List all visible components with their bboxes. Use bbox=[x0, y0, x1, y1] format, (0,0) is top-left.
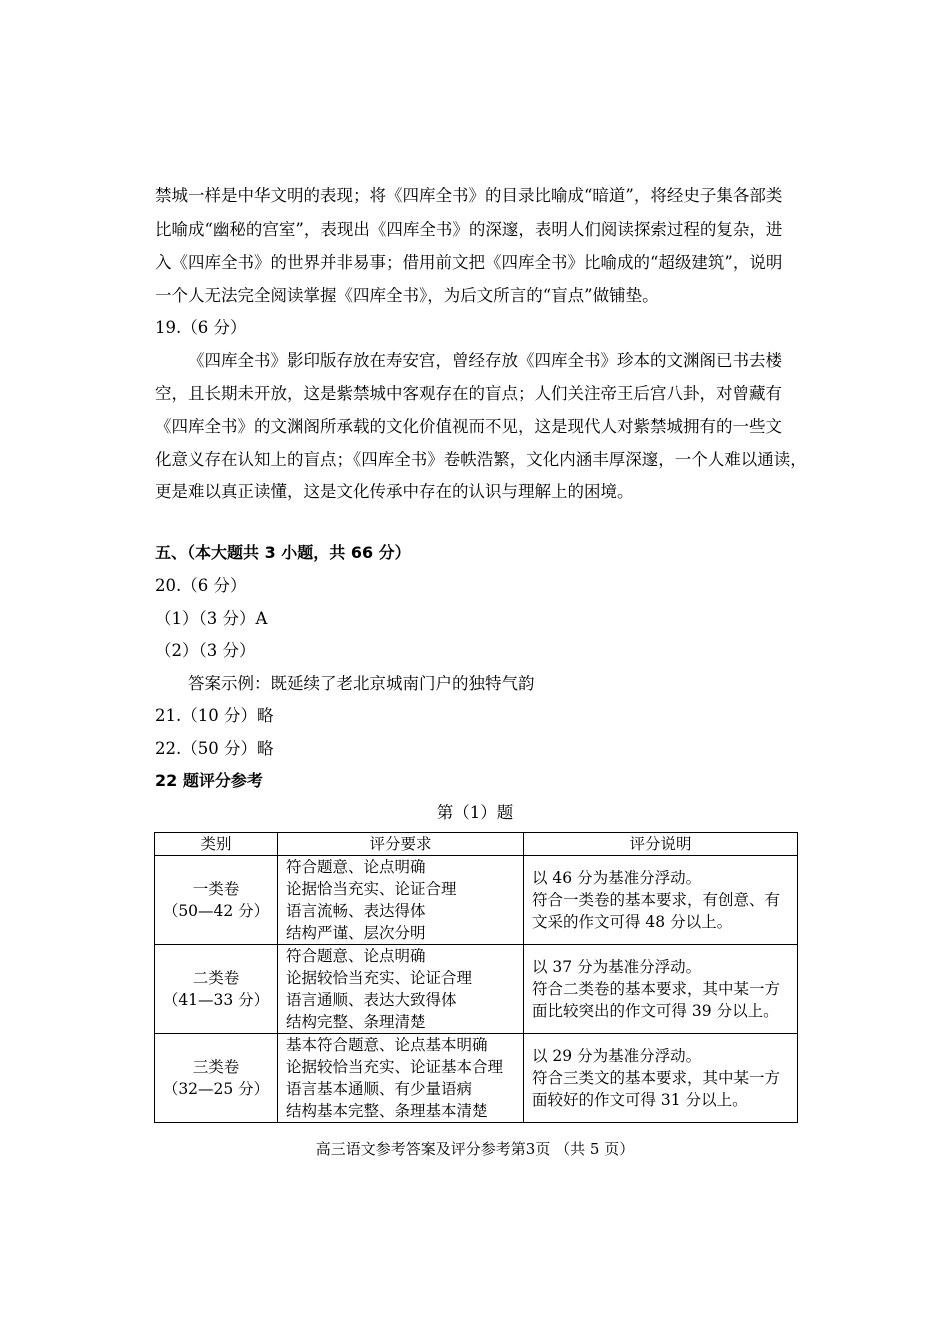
note-item: 面较好的作文可得 31 分以上。 bbox=[532, 1091, 748, 1109]
note-item: 符合三类文的基本要求，其中某一方 bbox=[532, 1069, 781, 1087]
q19-line-1: 《四库全书》影印版存放在寿安宫，曾经存放《四库全书》珍本的文渊阁已书去楼 bbox=[188, 351, 782, 370]
scoring-table bbox=[154, 832, 798, 1123]
category-range: （41—33 分） bbox=[162, 991, 270, 1009]
requirement-item: 符合题意、论点明确 bbox=[286, 858, 426, 876]
category-name: 三类卷 bbox=[192, 1058, 240, 1076]
q21-heading: 21.（10 分）略 bbox=[155, 706, 274, 725]
q19-line-5: 更是难以真正读懂，这是文化传承中存在的认识与理解上的困境。 bbox=[155, 482, 634, 501]
requirements-cell bbox=[278, 1034, 524, 1123]
scoring-title: 22 题评分参考 bbox=[155, 771, 263, 790]
requirement-item: 语言流畅、表达得体 bbox=[286, 902, 426, 920]
q19-line-3: 《四库全书》的文渊阁所承载的文化价值视而不见，这是现代人对紫禁城拥有的一些文 bbox=[155, 417, 782, 436]
requirement-item: 结构基本完整、条理基本清楚 bbox=[286, 1102, 488, 1120]
requirements-cell bbox=[278, 945, 524, 1034]
category-range: （32—25 分） bbox=[162, 1080, 270, 1098]
note-item: 文采的作文可得 48 分以上。 bbox=[532, 913, 733, 931]
table-row bbox=[155, 945, 798, 1034]
notes-cell bbox=[524, 856, 798, 945]
category-cell bbox=[155, 856, 278, 945]
q20-part2-answer: 答案示例：既延续了老北京城南门户的独特气韵 bbox=[188, 674, 535, 693]
q19-line-4: 化意义存在认知上的盲点；《四库全书》卷帙浩繁，文化内涵丰厚深邃，一个人难以通读， bbox=[155, 450, 807, 469]
table-header-row bbox=[155, 833, 798, 856]
section5-heading: 五、（本大题共 3 小题，共 66 分） bbox=[155, 543, 411, 562]
table-row bbox=[155, 856, 798, 945]
requirement-item: 结构完整、条理清楚 bbox=[286, 1013, 426, 1031]
notes-cell bbox=[524, 945, 798, 1034]
note-item: 面比较突出的作文可得 39 分以上。 bbox=[532, 1002, 779, 1020]
note-item: 以 46 分为基准分浮动。 bbox=[532, 869, 702, 887]
requirement-item: 基本符合题意、论点基本明确 bbox=[286, 1036, 488, 1054]
header-requirements: 评分要求 bbox=[278, 833, 524, 856]
note-item: 以 37 分为基准分浮动。 bbox=[532, 958, 702, 976]
q20-part1: （1）（3 分）A bbox=[155, 609, 268, 628]
note-item: 符合一类卷的基本要求，有创意、有 bbox=[532, 891, 781, 909]
q22-heading: 22.（50 分）略 bbox=[155, 739, 274, 758]
category-name: 二类卷 bbox=[192, 969, 240, 987]
answer18-line-4: 一个人无法完全阅读掌握《四库全书》，为后文所言的“盲点”做铺垫。 bbox=[155, 286, 659, 305]
q19-heading: 19.（6 分） bbox=[155, 318, 247, 337]
requirements-cell bbox=[278, 856, 524, 945]
table-caption: 第（1）题 bbox=[436, 803, 514, 822]
table-row bbox=[155, 1034, 798, 1123]
q19-line-2: 空，且长期未开放，这是紫禁城中客观存在的盲点；人们关注帝王后宫八卦，对曾藏有 bbox=[155, 384, 782, 403]
note-item: 以 29 分为基准分浮动。 bbox=[532, 1047, 702, 1065]
q20-part2: （2）（3 分） bbox=[155, 641, 256, 660]
notes-cell bbox=[524, 1034, 798, 1123]
requirement-item: 论据较恰当充实、论证基本合理 bbox=[286, 1058, 504, 1076]
page-footer: 高三语文参考答案及评分参考第3页 （共 5 页） bbox=[315, 1140, 635, 1158]
answer18-line-3: 入《四库全书》的世界并非易事；借用前文把《四库全书》比喻成的“超级建筑”，说明 bbox=[155, 253, 783, 272]
requirement-item: 论据恰当充实、论证合理 bbox=[286, 880, 457, 898]
category-cell bbox=[155, 1034, 278, 1123]
answer18-line-2: 比喻成“幽秘的宫室”，表现出《四库全书》的深邃，表明人们阅读探索过程的复杂，进 bbox=[155, 220, 783, 239]
requirement-item: 符合题意、论点明确 bbox=[286, 947, 426, 965]
requirement-item: 语言基本通顺、有少量语病 bbox=[286, 1080, 473, 1098]
requirement-item: 结构严谨、层次分明 bbox=[286, 924, 426, 942]
requirement-item: 论据较恰当充实、论证合理 bbox=[286, 969, 473, 987]
category-cell bbox=[155, 945, 278, 1034]
q20-heading: 20.（6 分） bbox=[155, 576, 247, 595]
requirement-item: 语言通顺、表达大致得体 bbox=[286, 991, 457, 1009]
note-item: 符合二类卷的基本要求，其中某一方 bbox=[532, 980, 781, 998]
header-notes: 评分说明 bbox=[524, 833, 798, 856]
category-name: 一类卷 bbox=[192, 880, 240, 898]
answer18-line-1: 禁城一样是中华文明的表现；将《四库全书》的目录比喻成“暗道”，将经史子集各部类 bbox=[155, 186, 783, 205]
category-range: （50—42 分） bbox=[162, 902, 270, 920]
header-category: 类别 bbox=[155, 833, 278, 856]
